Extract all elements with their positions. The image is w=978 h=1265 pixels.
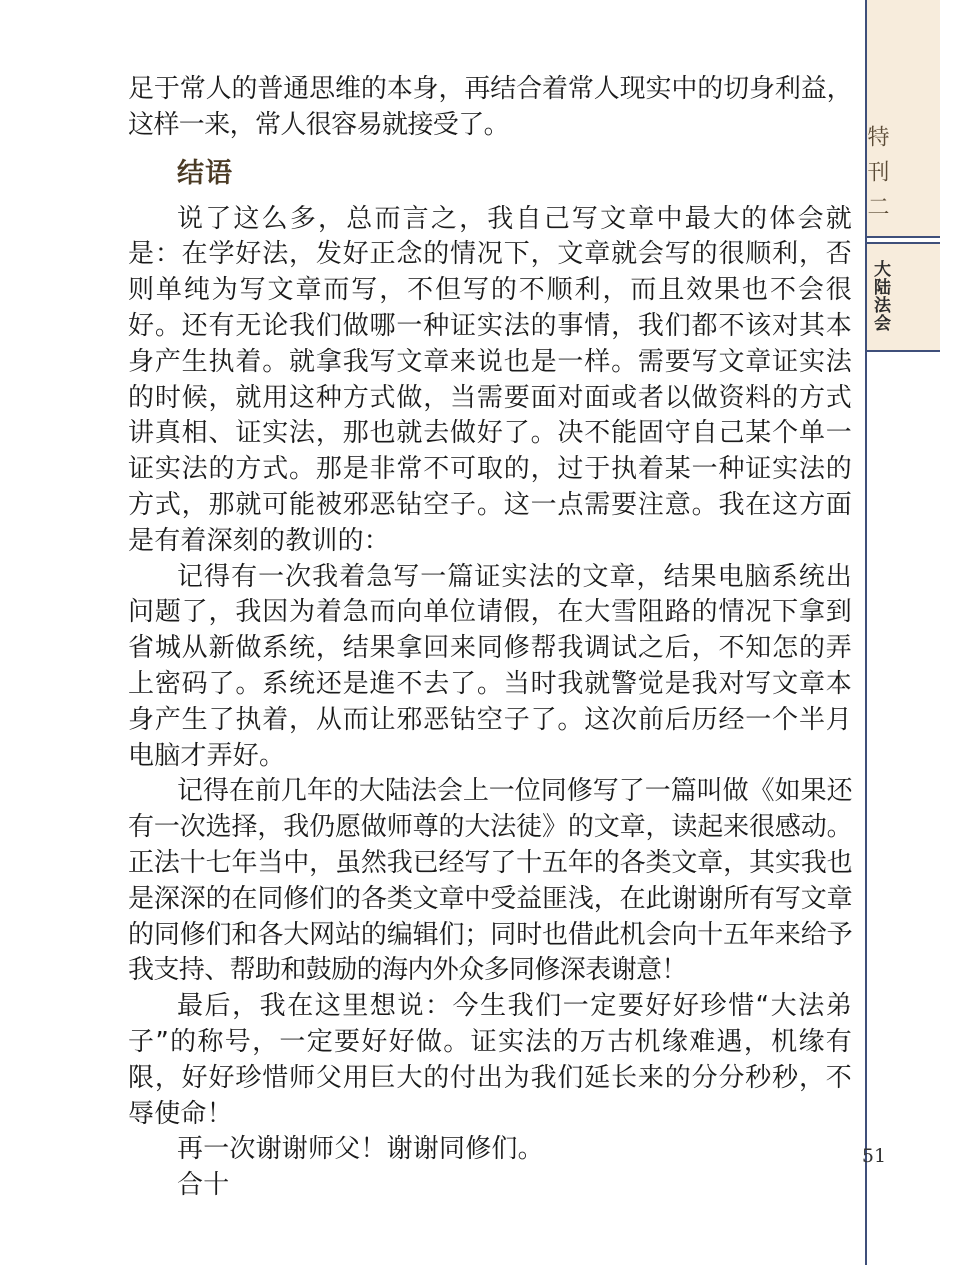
- intro-paragraph: 足于常人的普通思维的本身，再结合着常人现实中的切身利益，这样一来，常人很容易就接受了。: [128, 74, 852, 140]
- section-heading: 结语: [177, 157, 233, 189]
- sidebar-divider: [867, 236, 940, 244]
- article-body: [128, 72, 852, 1204]
- body-paragraph: 再一次谢谢师父！谢谢同修们。: [177, 1134, 544, 1165]
- section-tab-label: 特刊二: [864, 125, 889, 230]
- page-number: 51: [861, 1145, 887, 1167]
- section-tab: [864, 0, 940, 237]
- body-paragraph: 记得在前几年的大陆法会上一位同修写了一篇叫做《如果还有一次选择，我仍愿做师尊的大法徒》的文章，读起来很感动。正法十七年当中，虽然我已经写了十五年的各类文章，其实我也是深深的在同修们的各类文章中受益匪浅，在此谢谢所有写文章的同修们和各大网站的编辑们；同时也借此机会向十五年来给予我支持、帮助和鼓励的海内外众多同修深表谢意！: [128, 776, 852, 986]
- body-paragraph: 记得有一次我着急写一篇证实法的文章，结果电脑系统出问题了，我因为着急而向单位请假，在大雪阻路的情况下拿到省城从新做系统，结果拿回来同修帮我调试之后，不知怎的弄上密码了。系统还是進不去了。当时我就警觉是我对写文章本身产生了执着，从而让邪恶钻空子了。这次前后历经一个半月电脑才弄好。: [128, 561, 852, 771]
- body-paragraph: 说了这么多，总而言之，我自己写文章中最大的体会就是：在学好法，发好正念的情况下，文章就会写的很顺利，否则单纯为写文章而写，不但写的不顺利，而且效果也不会很好。还有无论我们做哪一种证实法的事情，我们都不该对其本身产生执着。就拿我写文章来说也是一样。需要写文章证实法的时候，就用这种方式做，当需要面对面或者以做资料的方式讲真相、证实法，那也就去做好了。决不能固守自己某个单一证实法的方式。那是非常不可取的，过于执着某一种证实法的方式，那就可能被邪恶钻空子。这一点需要注意。我在这方面是有着深刻的教训的：: [128, 203, 852, 556]
- closing-salutation: 合十: [177, 1170, 230, 1201]
- active-section-label: 大陆法会: [870, 260, 890, 332]
- active-section-tab: [867, 244, 940, 352]
- body-paragraph: 最后，我在这里想说：今生我们一定要好好珍惜“大法弟子”的称号，一定要好好做。证实法的万古机缘难遇，机缘有限，好好珍惜师父用巨大的付出为我们延长来的分分秒秒，不辱使命！: [128, 991, 852, 1129]
